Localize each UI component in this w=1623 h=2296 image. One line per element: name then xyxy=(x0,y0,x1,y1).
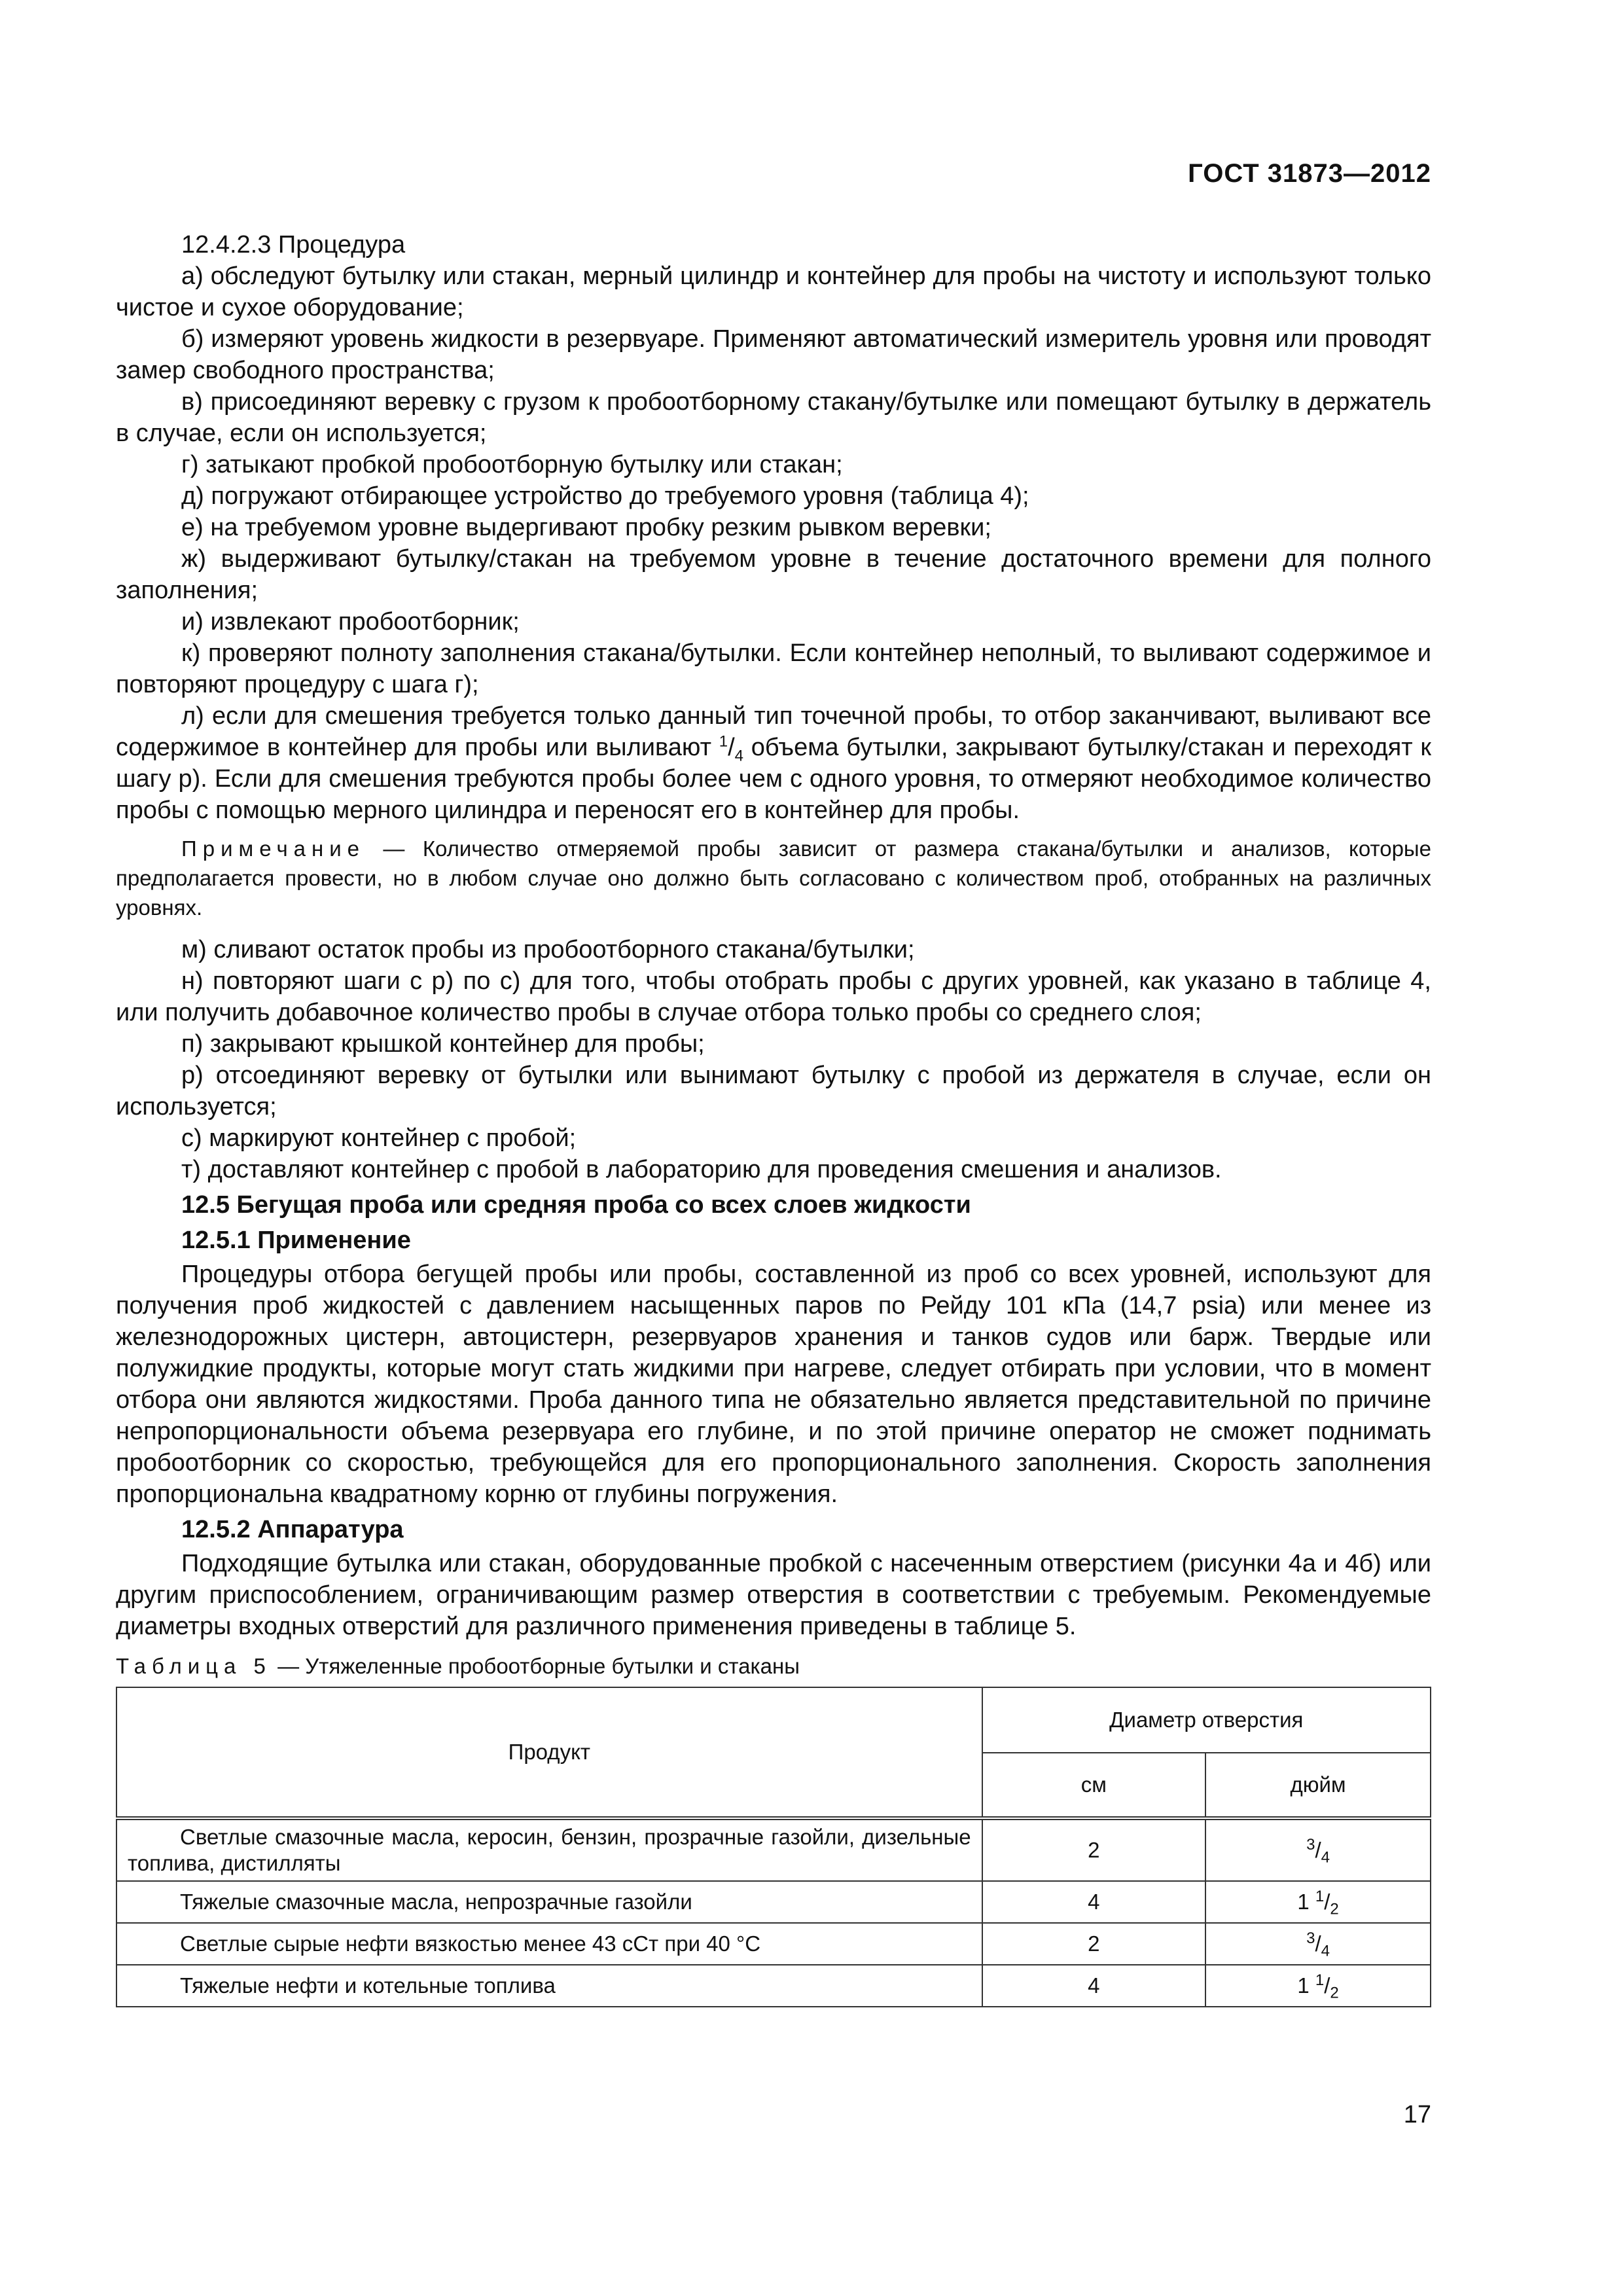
cell-cm: 4 xyxy=(982,1965,1206,2007)
list-item-a: а) обследуют бутылку или стакан, мерный цилиндр и контейнер для пробы на чистоту и используют только чистое и сухое оборудование; xyxy=(116,262,1431,321)
fraction-numerator: 1 xyxy=(719,732,728,751)
section-text-1252: Подходящие бутылка или стакан, оборудованные пробкой с насеченным отверстием (рисунки 4а и 4б) или другим приспособлением, ограничивающим размер отверстия в соответствии с требуемым. Рекомендуемые диаметры входных отверстий для различного применения приведены в таблице 5. xyxy=(116,1550,1431,1640)
table-5 xyxy=(116,1687,1431,2007)
list-item-i: и) извлекают пробоотборник; xyxy=(181,608,520,636)
cell-cm: 4 xyxy=(982,1881,1206,1923)
list-item-e: е) на требуемом уровне выдергивают пробку резким рывком веревки; xyxy=(181,514,991,541)
list-item-l-part1: л) если для смешения требуется только данный тип точечной пробы, то отбор заканчивают, выливают все содержимое в контейнер для пробы или выливают xyxy=(116,702,1431,761)
cell-cm: 2 xyxy=(982,1923,1206,1965)
inch-denominator: 4 xyxy=(1321,1942,1330,1960)
table-row xyxy=(116,1818,1431,1881)
list-item-d: д) погружают отбирающее устройство до требуемого уровня (таблица 4); xyxy=(181,482,1029,510)
note-lead: Примечание xyxy=(181,836,366,861)
cell-inch: $^3/_4$ xyxy=(1205,1818,1431,1881)
list-item-k: к) проверяют полноту заполнения стакана/бутылки. Если контейнер неполный, то выливают содержимое и повторяют процедуру с шага г); xyxy=(116,639,1431,698)
table-caption xyxy=(116,1654,1431,1679)
list-item-l xyxy=(116,700,1431,826)
inch-whole: 1 xyxy=(1297,1973,1310,1998)
column-header-inch: дюйм xyxy=(1205,1753,1431,1818)
table-row xyxy=(116,1965,1431,2007)
note xyxy=(116,834,1431,922)
section-title-12423: 12.4.2.3 Процедура xyxy=(181,231,406,259)
list-item-g: г) затыкают пробкой пробоотборную бутылку или стакан; xyxy=(181,451,843,478)
list-item-b: б) измеряют уровень жидкости в резервуаре. Применяют автоматический измеритель уровня или проводят замер свободного пространства; xyxy=(116,325,1431,384)
list-item-zh: ж) выдерживают бутылку/стакан на требуемом уровне в течение достаточного времени для полного заполнения; xyxy=(116,545,1431,604)
list-item-l-part2: объема бутылки, закрывают бутылку/стакан и переходят к шагу р). Если для смешения требуются пробы более чем с одного уровня, то отмеряют необходимое количество пробы с помощью мерного цилиндра и переносят его в контейнер для пробы. xyxy=(116,734,1431,824)
list-item-n: н) повторяют шаги с р) по с) для того, чтобы отобрать пробы с других уровней, как указано в таблице 4, или получить добавочное количество пробы в случае отбора только пробы со среднего слоя; xyxy=(116,967,1431,1026)
cell-inch: $^3/_4$ xyxy=(1205,1923,1431,1965)
cell-product: Светлые смазочные масла, керосин, бензин, прозрачные газойли, дизельные топлива, дистилляты xyxy=(116,1818,982,1881)
page-content xyxy=(116,229,1431,2007)
section-title-1252: 12.5.2 Аппаратура xyxy=(181,1516,404,1543)
section-title-125: 12.5 Бегущая проба или средняя проба со всех слоев жидкости xyxy=(181,1191,971,1219)
inch-numerator: 1 xyxy=(1315,1971,1325,1989)
table-row xyxy=(116,1881,1431,1923)
inch-whole: 1 xyxy=(1297,1890,1310,1914)
note-text: — Количество отмеряемой пробы зависит от размера стакана/бутылки и анализов, которые предполагается провести, но в любом случае оно должно быть согласовано с количеством проб, отобранных на различных уровнях. xyxy=(116,836,1432,920)
inch-numerator: 3 xyxy=(1306,1929,1315,1947)
section-text-1251: Процедуры отбора бегущей пробы или пробы, составленной из проб со всех уровней, используют для получения проб жидкостей с давлением насыщенных паров по Рейду 101 кПа (14,7 psia) или менее из железнодорожных цистерн, автоцистерн, резервуаров хранения и танков судов или барж. Твердые или полужидкие продукты, которые могут стать жидкими при нагреве, следует отбирать при условии, что в момент отбора они являются жидкостями. Проба данного типа не обязательно является представительной по причине непропорциональности объема резервуара его глубине, и по этой причине оператор не сможет поднимать пробоотборник со скоростью, требующейся для его пропорционального заполнения. Скорость заполнения пропорциональна квадратному корню от глубины погружения. xyxy=(116,1261,1431,1508)
list-item-t: т) доставляют контейнер с пробой в лабораторию для проведения смешения и анализов. xyxy=(181,1156,1222,1183)
column-header-cm: см xyxy=(982,1753,1206,1818)
section-title-1251: 12.5.1 Применение xyxy=(181,1227,411,1254)
fraction-quarter: $^1/_4$ xyxy=(719,732,744,765)
inch-numerator: 1 xyxy=(1315,1888,1325,1905)
inch-denominator: 4 xyxy=(1321,1848,1330,1867)
table-row xyxy=(116,1923,1431,1965)
inch-denominator: 2 xyxy=(1330,1900,1339,1918)
cell-product: Тяжелые нефти и котельные топлива xyxy=(116,1965,982,2007)
inch-numerator: 3 xyxy=(1306,1836,1315,1854)
table-caption-lead: Таблица 5 xyxy=(116,1654,272,1678)
list-item-p: п) закрывают крышкой контейнер для пробы; xyxy=(181,1030,705,1058)
fraction-denominator: 4 xyxy=(734,747,744,765)
column-header-product: Продукт xyxy=(116,1687,982,1818)
list-item-m: м) сливают остаток пробы из пробоотборного стакана/бутылки; xyxy=(181,936,915,963)
cell-inch: 1 $^1/_2$ xyxy=(1205,1881,1431,1923)
cell-inch: 1 $^1/_2$ xyxy=(1205,1965,1431,2007)
list-item-r: р) отсоединяют веревку от бутылки или вынимают бутылку с пробой из держателя в случае, если он используется; xyxy=(116,1062,1431,1121)
cell-product: Тяжелые смазочные масла, непрозрачные газойли xyxy=(116,1881,982,1923)
cell-cm: 2 xyxy=(982,1818,1206,1881)
list-item-s: с) маркируют контейнер с пробой; xyxy=(181,1124,577,1152)
page-number: 17 xyxy=(1403,2101,1431,2128)
table-caption-text: — Утяжеленные пробоотборные бутылки и стаканы xyxy=(277,1654,800,1678)
list-item-v: в) присоединяют веревку с грузом к пробоотборному стакану/бутылке или помещают бутылку в держатель в случае, если он используется; xyxy=(116,388,1431,447)
inch-denominator: 2 xyxy=(1330,1984,1339,2002)
column-header-diameter: Диаметр отверстия xyxy=(982,1687,1431,1753)
document-code: ГОСТ 31873—2012 xyxy=(1188,159,1431,188)
cell-product: Светлые сырые нефти вязкостью менее 43 сСт при 40 °С xyxy=(116,1923,982,1965)
